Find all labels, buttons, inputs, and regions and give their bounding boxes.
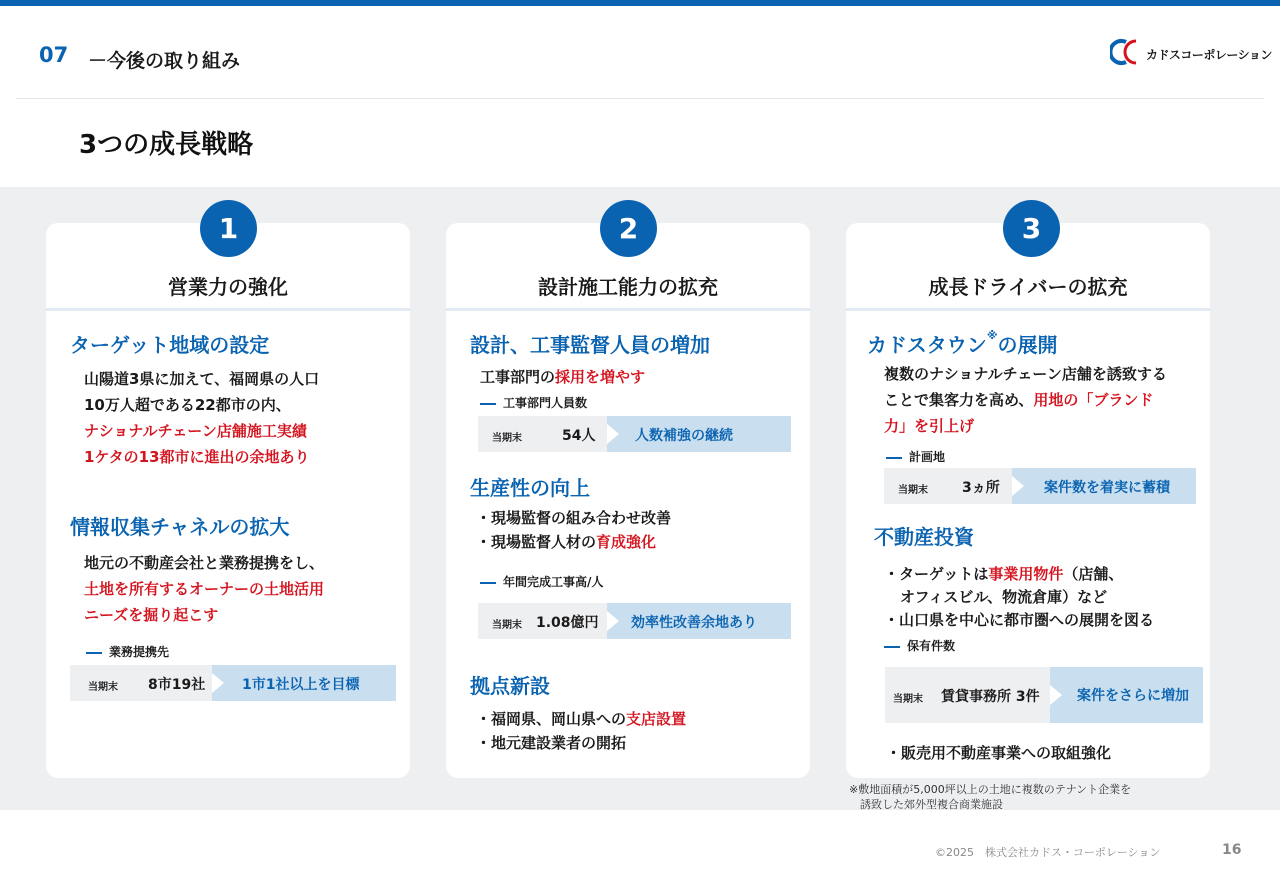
kpi-value: 54人 — [562, 428, 596, 444]
kpi-value: 8市19社 — [148, 677, 206, 693]
highlight-line: 土地を所有するオーナーの土地活用 — [84, 580, 325, 598]
kpi-current — [884, 468, 1012, 504]
kpi-current — [885, 667, 1050, 723]
kpi-row — [70, 665, 396, 701]
section-heading: 拠点新設 — [470, 674, 550, 698]
header-divider — [16, 98, 1264, 99]
body-line: 工事部門の採用を増やす — [480, 368, 646, 386]
footnote — [849, 782, 1131, 812]
kpi-goal-box — [607, 603, 791, 639]
section-heading: 生産性の向上 — [470, 476, 590, 500]
body-line: ことで集客力を高め、用地の「ブランド — [884, 391, 1154, 409]
card-number-badge-3: 3 — [1003, 200, 1060, 257]
section-heading: 情報収集チャネルの拡大 — [70, 515, 290, 539]
strategy-card-1 — [46, 223, 410, 778]
kpi-period: 当期末 — [492, 433, 522, 444]
footnote-line: 誘致した郊外型複合商業施設 — [849, 798, 1003, 811]
bullet-item: ・地元建設業者の開拓 — [476, 734, 627, 752]
kpi-label: 業務提携先 — [86, 643, 169, 660]
slide-header — [0, 6, 1280, 98]
highlight-line: 力」を引上げ — [884, 417, 975, 435]
copyright: ©2025 株式会社カドス・コーポレーション — [935, 846, 1161, 859]
card-number-badge-2: 2 — [600, 200, 657, 257]
section-heading: ターゲット地域の設定 — [70, 333, 270, 357]
body-line: 山陽道3県に加えて、福岡県の人口 — [84, 370, 320, 388]
dash-icon — [480, 403, 496, 405]
card-number-badge-1: 1 — [200, 200, 257, 257]
highlight-line: 1ケタの13都市に進出の余地あり — [84, 448, 310, 466]
kpi-goal-box — [212, 665, 396, 701]
kpi-goal: 案件をさらに増加 — [1077, 688, 1189, 704]
section-title: －今後の取り組み — [88, 50, 241, 72]
strategy-card-3 — [846, 223, 1210, 778]
body-line: 10万人超である22都市の内、 — [84, 396, 291, 414]
arrow-right-icon — [607, 424, 619, 444]
kpi-label: 年間完成工事高/人 — [480, 573, 603, 590]
kpi-period: 当期末 — [492, 620, 522, 631]
body-line: 地元の不動産会社と業務提携をし、 — [84, 554, 325, 572]
kpi-goal: 人数補強の継続 — [635, 428, 733, 444]
kpi-goal-box — [607, 416, 791, 452]
kpi-goal-box — [1012, 468, 1196, 504]
arrow-right-icon — [1012, 476, 1024, 496]
card-title: 設計施工能力の拡充 — [538, 275, 718, 299]
bullet-item: ・ターゲットは事業用物件（店舗、 — [884, 565, 1124, 583]
arrow-right-icon — [607, 611, 619, 631]
page-title: 3つの成長戦略 — [79, 130, 254, 160]
kpi-goal-box — [1050, 667, 1203, 723]
card-title: 営業力の強化 — [168, 275, 288, 299]
dash-icon — [886, 457, 902, 459]
highlight-line: ナショナルチェーン店舗施工実績 — [84, 422, 307, 440]
arrow-right-icon — [1050, 685, 1062, 705]
kpi-current — [70, 665, 212, 701]
kpi-goal: 効率性改善余地あり — [631, 615, 757, 631]
kpi-value: 3ヵ所 — [962, 480, 1000, 496]
company-logo — [1110, 38, 1272, 66]
card-title: 成長ドライバーの拡充 — [928, 275, 1128, 299]
kpi-label: 保有件数 — [884, 637, 955, 654]
arrow-right-icon — [212, 673, 224, 693]
kpi-row — [885, 667, 1203, 723]
body-line: 複数のナショナルチェーン店舗を誘致する — [884, 365, 1167, 383]
bullet-item: ・現場監督人材の育成強化 — [476, 533, 657, 551]
kpi-period: 当期末 — [88, 682, 118, 693]
kpi-row — [478, 416, 791, 452]
kpi-period: 当期末 — [893, 694, 923, 705]
kpi-row — [884, 468, 1196, 504]
dash-icon — [86, 652, 102, 654]
dash-icon — [480, 582, 496, 584]
bullet-item: ・山口県を中心に都市圏への展開を図る — [884, 611, 1155, 629]
kpi-goal: 案件数を着実に蓄積 — [1044, 480, 1170, 496]
bullet-item: ・福岡県、岡山県への支店設置 — [476, 710, 687, 728]
logo-mark-icon — [1110, 38, 1146, 66]
logo-text: カドスコーポレーション — [1146, 48, 1272, 62]
highlight-line: ニーズを掘り起こす — [84, 606, 219, 624]
kpi-goal: 1市1社以上を目標 — [242, 677, 360, 693]
section-number: 07 — [39, 43, 69, 67]
kpi-row — [478, 603, 791, 639]
kpi-period: 当期末 — [898, 485, 928, 496]
section-heading: カドスタウン※の展開 — [867, 329, 1058, 357]
section-heading: 不動産投資 — [874, 525, 974, 549]
dash-icon — [884, 646, 900, 648]
bullet-item: ・販売用不動産事業への取組強化 — [886, 744, 1112, 762]
kpi-label: 工事部門人員数 — [480, 394, 587, 411]
strategy-card-2 — [446, 223, 810, 778]
kpi-current — [478, 603, 607, 639]
page-number: 16 — [1222, 842, 1242, 858]
kpi-label: 計画地 — [886, 448, 945, 465]
section-heading: 設計、工事監督人員の増加 — [470, 333, 710, 357]
kpi-value: 賃貸事務所 3件 — [941, 689, 1040, 705]
footnote-line: ※敷地面積が5,000坪以上の土地に複数のテナント企業を — [849, 783, 1132, 796]
bullet-item-continued: オフィスビル、物流倉庫）など — [900, 588, 1108, 606]
kpi-current — [478, 416, 607, 452]
kpi-value: 1.08億円 — [536, 615, 599, 631]
bullet-item: ・現場監督の組み合わせ改善 — [476, 509, 672, 527]
